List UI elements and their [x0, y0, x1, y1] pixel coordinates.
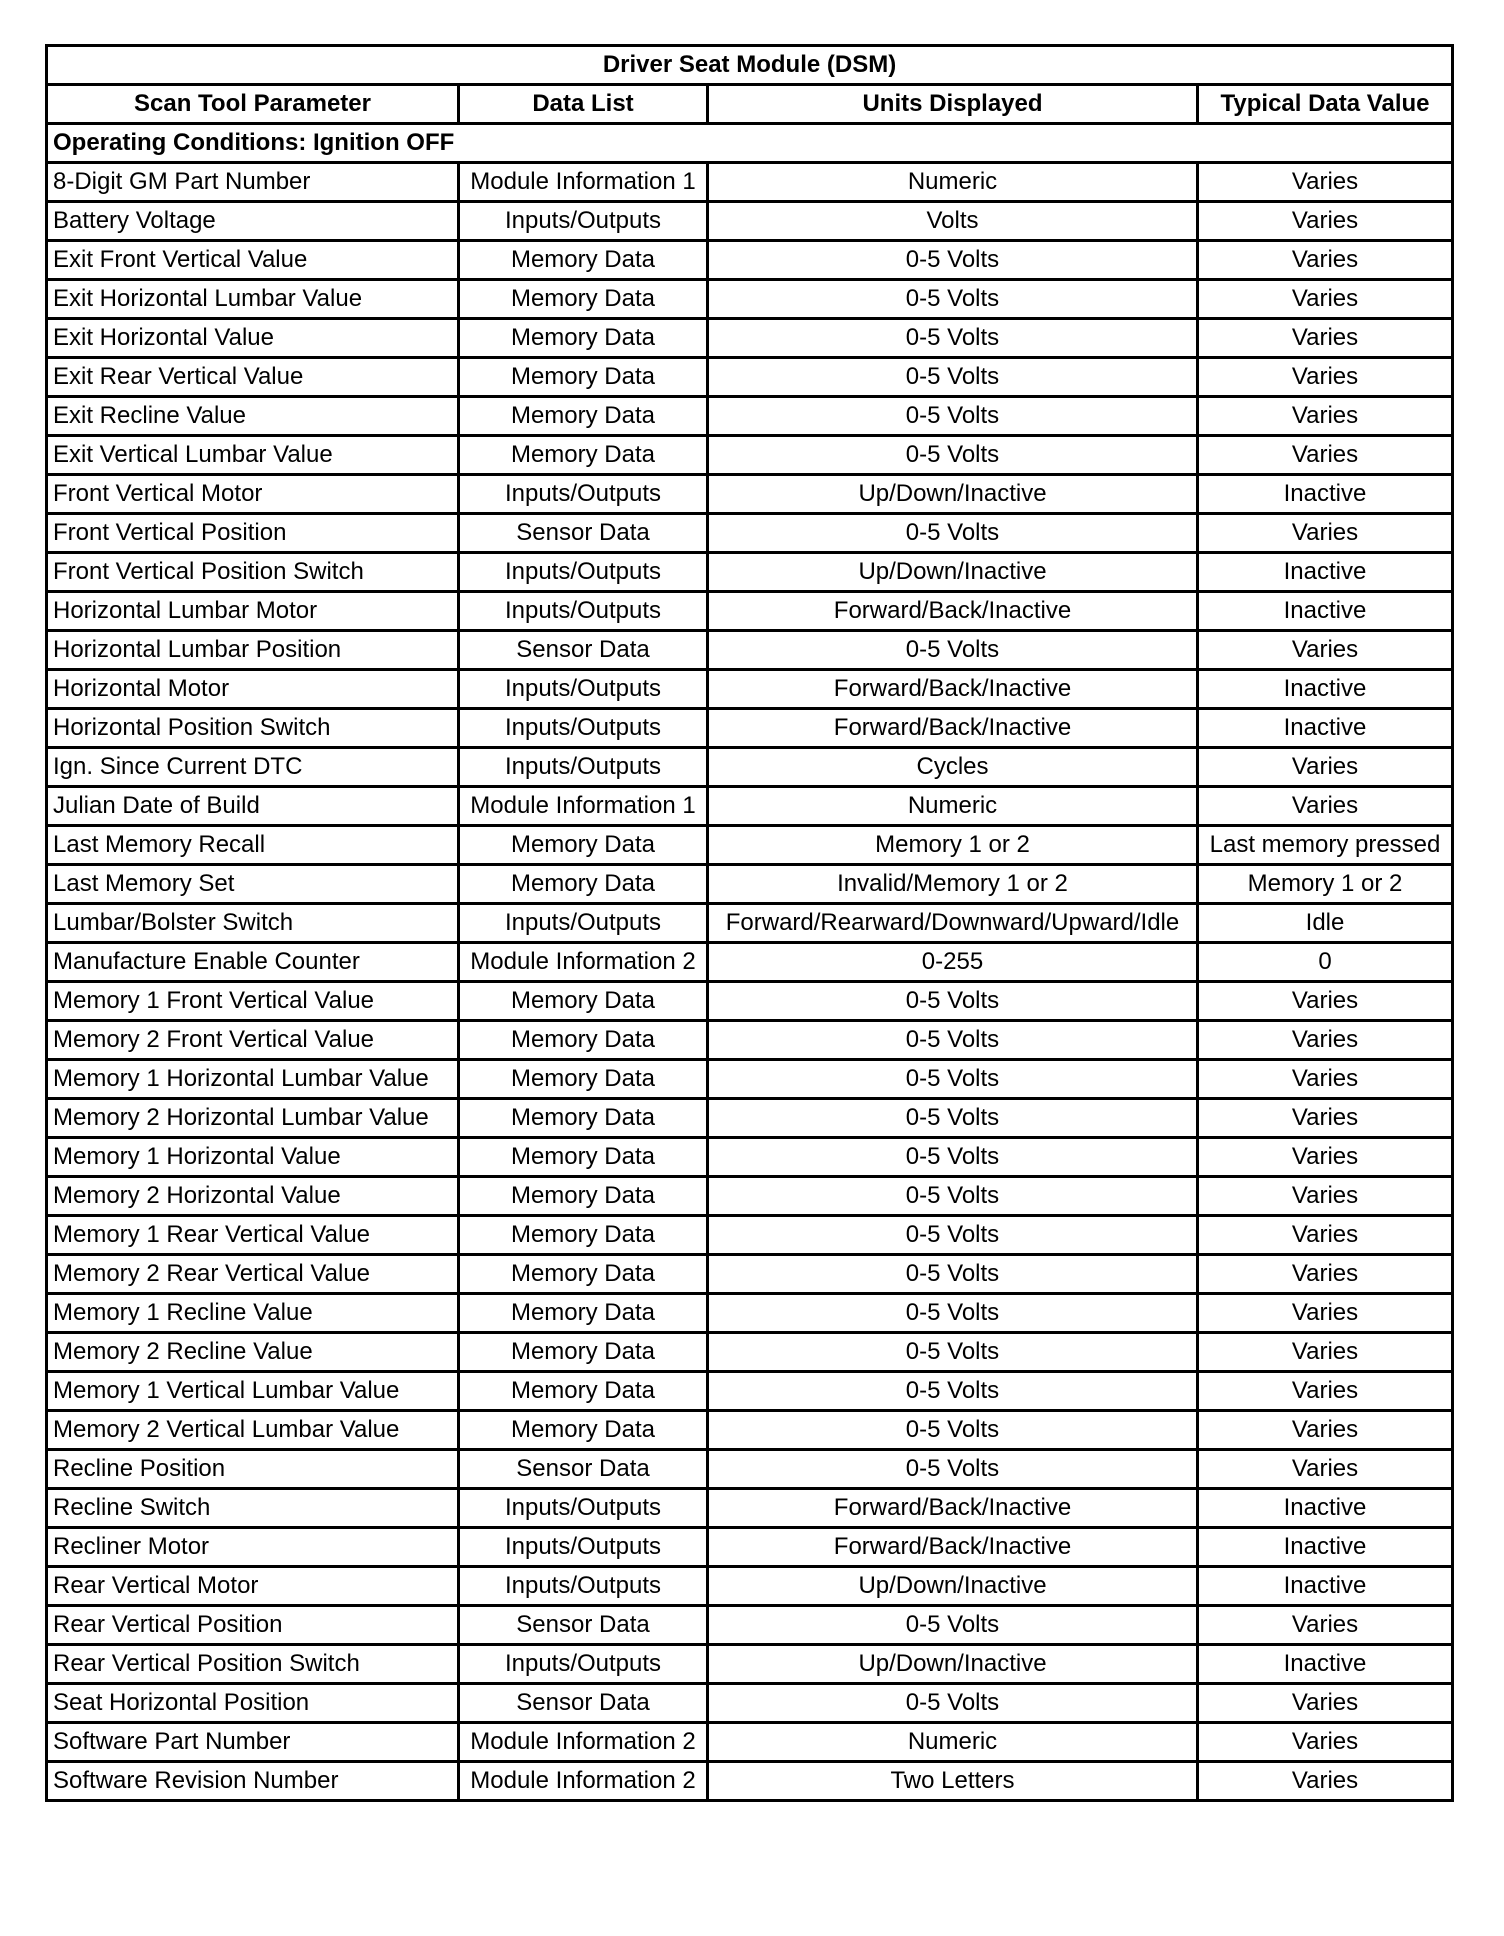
table-row	[47, 904, 1453, 943]
cell-units-displayed: 0-5 Volts	[708, 1060, 1198, 1099]
cell-typical-data-value: Last memory pressed	[1198, 826, 1453, 865]
cell-typical-data-value: Inactive	[1198, 1645, 1453, 1684]
table-row	[47, 631, 1453, 670]
cell-typical-data-value: Varies	[1198, 1372, 1453, 1411]
cell-scan-tool-parameter: Exit Vertical Lumbar Value	[47, 436, 459, 475]
cell-units-displayed: 0-5 Volts	[708, 982, 1198, 1021]
cell-scan-tool-parameter: Front Vertical Position	[47, 514, 459, 553]
cell-units-displayed: Numeric	[708, 1723, 1198, 1762]
table-row	[47, 787, 1453, 826]
header-units-displayed: Units Displayed	[708, 85, 1198, 124]
cell-units-displayed: Forward/Back/Inactive	[708, 709, 1198, 748]
cell-scan-tool-parameter: Last Memory Recall	[47, 826, 459, 865]
cell-units-displayed: Volts	[708, 202, 1198, 241]
cell-typical-data-value: Varies	[1198, 1060, 1453, 1099]
cell-units-displayed: 0-5 Volts	[708, 514, 1198, 553]
cell-data-list: Inputs/Outputs	[459, 475, 708, 514]
cell-data-list: Inputs/Outputs	[459, 1645, 708, 1684]
cell-scan-tool-parameter: Rear Vertical Motor	[47, 1567, 459, 1606]
cell-scan-tool-parameter: Exit Recline Value	[47, 397, 459, 436]
cell-data-list: Memory Data	[459, 280, 708, 319]
cell-data-list: Inputs/Outputs	[459, 670, 708, 709]
cell-scan-tool-parameter: Manufacture Enable Counter	[47, 943, 459, 982]
table-header-row	[47, 85, 1453, 124]
cell-typical-data-value: Varies	[1198, 1216, 1453, 1255]
cell-typical-data-value: Inactive	[1198, 475, 1453, 514]
cell-units-displayed: Numeric	[708, 163, 1198, 202]
table-title-row	[47, 46, 1453, 85]
table-row	[47, 1060, 1453, 1099]
cell-scan-tool-parameter: Memory 1 Recline Value	[47, 1294, 459, 1333]
cell-units-displayed: 0-5 Volts	[708, 1684, 1198, 1723]
table-row	[47, 514, 1453, 553]
cell-data-list: Module Information 1	[459, 163, 708, 202]
cell-typical-data-value: Inactive	[1198, 709, 1453, 748]
cell-scan-tool-parameter: Memory 1 Vertical Lumbar Value	[47, 1372, 459, 1411]
cell-typical-data-value: Varies	[1198, 1606, 1453, 1645]
cell-data-list: Sensor Data	[459, 1606, 708, 1645]
cell-data-list: Inputs/Outputs	[459, 1489, 708, 1528]
cell-units-displayed: 0-5 Volts	[708, 1372, 1198, 1411]
cell-units-displayed: 0-5 Volts	[708, 1294, 1198, 1333]
cell-units-displayed: 0-5 Volts	[708, 1411, 1198, 1450]
cell-typical-data-value: Inactive	[1198, 553, 1453, 592]
cell-scan-tool-parameter: Memory 2 Vertical Lumbar Value	[47, 1411, 459, 1450]
table-row	[47, 358, 1453, 397]
table-row	[47, 1723, 1453, 1762]
cell-typical-data-value: Inactive	[1198, 1567, 1453, 1606]
cell-data-list: Memory Data	[459, 1060, 708, 1099]
cell-scan-tool-parameter: Exit Front Vertical Value	[47, 241, 459, 280]
cell-scan-tool-parameter: Exit Horizontal Lumbar Value	[47, 280, 459, 319]
table-body	[47, 124, 1453, 1801]
cell-data-list: Inputs/Outputs	[459, 748, 708, 787]
document-page	[45, 44, 1451, 1802]
table-row	[47, 1528, 1453, 1567]
table-row	[47, 982, 1453, 1021]
cell-scan-tool-parameter: Last Memory Set	[47, 865, 459, 904]
cell-data-list: Module Information 2	[459, 1723, 708, 1762]
cell-data-list: Memory Data	[459, 1255, 708, 1294]
cell-data-list: Memory Data	[459, 1177, 708, 1216]
cell-typical-data-value: Varies	[1198, 1255, 1453, 1294]
cell-typical-data-value: Varies	[1198, 1177, 1453, 1216]
cell-data-list: Sensor Data	[459, 1684, 708, 1723]
table-row	[47, 1333, 1453, 1372]
cell-scan-tool-parameter: Seat Horizontal Position	[47, 1684, 459, 1723]
cell-data-list: Memory Data	[459, 319, 708, 358]
cell-data-list: Memory Data	[459, 1138, 708, 1177]
cell-units-displayed: 0-5 Volts	[708, 631, 1198, 670]
cell-scan-tool-parameter: 8-Digit GM Part Number	[47, 163, 459, 202]
table-row	[47, 748, 1453, 787]
table-row	[47, 319, 1453, 358]
cell-typical-data-value: Memory 1 or 2	[1198, 865, 1453, 904]
cell-scan-tool-parameter: Memory 2 Horizontal Lumbar Value	[47, 1099, 459, 1138]
cell-typical-data-value: Varies	[1198, 514, 1453, 553]
table-row	[47, 1450, 1453, 1489]
cell-scan-tool-parameter: Front Vertical Position Switch	[47, 553, 459, 592]
table-row	[47, 826, 1453, 865]
cell-scan-tool-parameter: Memory 2 Front Vertical Value	[47, 1021, 459, 1060]
cell-typical-data-value: Varies	[1198, 1450, 1453, 1489]
cell-units-displayed: 0-255	[708, 943, 1198, 982]
cell-scan-tool-parameter: Lumbar/Bolster Switch	[47, 904, 459, 943]
cell-data-list: Memory Data	[459, 1216, 708, 1255]
cell-scan-tool-parameter: Rear Vertical Position Switch	[47, 1645, 459, 1684]
table-row	[47, 280, 1453, 319]
cell-units-displayed: Up/Down/Inactive	[708, 475, 1198, 514]
cell-scan-tool-parameter: Recliner Motor	[47, 1528, 459, 1567]
cell-scan-tool-parameter: Software Part Number	[47, 1723, 459, 1762]
cell-typical-data-value: Varies	[1198, 280, 1453, 319]
cell-units-displayed: 0-5 Volts	[708, 358, 1198, 397]
cell-scan-tool-parameter: Horizontal Lumbar Motor	[47, 592, 459, 631]
cell-units-displayed: 0-5 Volts	[708, 1021, 1198, 1060]
cell-typical-data-value: Varies	[1198, 1762, 1453, 1801]
cell-scan-tool-parameter: Horizontal Motor	[47, 670, 459, 709]
cell-scan-tool-parameter: Horizontal Position Switch	[47, 709, 459, 748]
cell-data-list: Module Information 2	[459, 943, 708, 982]
table-row	[47, 475, 1453, 514]
cell-units-displayed: 0-5 Volts	[708, 319, 1198, 358]
table-row	[47, 1255, 1453, 1294]
cell-data-list: Module Information 1	[459, 787, 708, 826]
cell-typical-data-value: Varies	[1198, 241, 1453, 280]
cell-scan-tool-parameter: Exit Rear Vertical Value	[47, 358, 459, 397]
cell-units-displayed: Invalid/Memory 1 or 2	[708, 865, 1198, 904]
cell-typical-data-value: Varies	[1198, 1138, 1453, 1177]
cell-units-displayed: Up/Down/Inactive	[708, 1645, 1198, 1684]
table-row	[47, 1099, 1453, 1138]
cell-scan-tool-parameter: Exit Horizontal Value	[47, 319, 459, 358]
cell-data-list: Module Information 2	[459, 1762, 708, 1801]
cell-units-displayed: Forward/Back/Inactive	[708, 1489, 1198, 1528]
cell-units-displayed: 0-5 Volts	[708, 1255, 1198, 1294]
cell-scan-tool-parameter: Memory 1 Front Vertical Value	[47, 982, 459, 1021]
cell-data-list: Inputs/Outputs	[459, 592, 708, 631]
cell-typical-data-value: Varies	[1198, 1684, 1453, 1723]
table-row	[47, 202, 1453, 241]
cell-units-displayed: 0-5 Volts	[708, 241, 1198, 280]
table-row	[47, 1411, 1453, 1450]
cell-scan-tool-parameter: Recline Switch	[47, 1489, 459, 1528]
table-row	[47, 1372, 1453, 1411]
table-row	[47, 1021, 1453, 1060]
cell-typical-data-value: Varies	[1198, 163, 1453, 202]
table-row	[47, 1216, 1453, 1255]
cell-data-list: Memory Data	[459, 1411, 708, 1450]
cell-data-list: Inputs/Outputs	[459, 1567, 708, 1606]
cell-scan-tool-parameter: Rear Vertical Position	[47, 1606, 459, 1645]
cell-typical-data-value: Varies	[1198, 358, 1453, 397]
cell-typical-data-value: Idle	[1198, 904, 1453, 943]
table-row	[47, 1294, 1453, 1333]
cell-data-list: Memory Data	[459, 1021, 708, 1060]
cell-typical-data-value: Varies	[1198, 436, 1453, 475]
cell-typical-data-value: Varies	[1198, 1021, 1453, 1060]
cell-scan-tool-parameter: Memory 1 Rear Vertical Value	[47, 1216, 459, 1255]
cell-units-displayed: Up/Down/Inactive	[708, 553, 1198, 592]
table-row	[47, 1567, 1453, 1606]
table-row	[47, 1762, 1453, 1801]
cell-typical-data-value: Varies	[1198, 787, 1453, 826]
cell-units-displayed: 0-5 Volts	[708, 1099, 1198, 1138]
cell-data-list: Sensor Data	[459, 514, 708, 553]
cell-data-list: Inputs/Outputs	[459, 1528, 708, 1567]
cell-data-list: Memory Data	[459, 358, 708, 397]
cell-units-displayed: Up/Down/Inactive	[708, 1567, 1198, 1606]
cell-typical-data-value: Varies	[1198, 982, 1453, 1021]
cell-scan-tool-parameter: Horizontal Lumbar Position	[47, 631, 459, 670]
cell-typical-data-value: 0	[1198, 943, 1453, 982]
cell-scan-tool-parameter: Memory 2 Horizontal Value	[47, 1177, 459, 1216]
cell-typical-data-value: Varies	[1198, 319, 1453, 358]
cell-units-displayed: 0-5 Volts	[708, 1450, 1198, 1489]
dsm-data-table	[45, 44, 1454, 1802]
cell-typical-data-value: Inactive	[1198, 670, 1453, 709]
table-row	[47, 1177, 1453, 1216]
cell-units-displayed: Forward/Back/Inactive	[708, 592, 1198, 631]
cell-typical-data-value: Varies	[1198, 1723, 1453, 1762]
cell-data-list: Memory Data	[459, 982, 708, 1021]
cell-data-list: Memory Data	[459, 865, 708, 904]
cell-units-displayed: 0-5 Volts	[708, 1333, 1198, 1372]
table-row	[47, 397, 1453, 436]
table-row	[47, 1645, 1453, 1684]
cell-scan-tool-parameter: Ign. Since Current DTC	[47, 748, 459, 787]
section-label: Operating Conditions: Ignition OFF	[47, 124, 1453, 163]
cell-scan-tool-parameter: Front Vertical Motor	[47, 475, 459, 514]
table-row	[47, 553, 1453, 592]
cell-typical-data-value: Varies	[1198, 1294, 1453, 1333]
table-row	[47, 1684, 1453, 1723]
cell-data-list: Memory Data	[459, 1294, 708, 1333]
cell-data-list: Inputs/Outputs	[459, 553, 708, 592]
table-row	[47, 709, 1453, 748]
section-row	[47, 124, 1453, 163]
table-row	[47, 865, 1453, 904]
cell-data-list: Memory Data	[459, 826, 708, 865]
header-data-list: Data List	[459, 85, 708, 124]
cell-scan-tool-parameter: Recline Position	[47, 1450, 459, 1489]
cell-scan-tool-parameter: Software Revision Number	[47, 1762, 459, 1801]
cell-typical-data-value: Varies	[1198, 1333, 1453, 1372]
cell-data-list: Inputs/Outputs	[459, 709, 708, 748]
cell-typical-data-value: Varies	[1198, 202, 1453, 241]
table-row	[47, 436, 1453, 475]
cell-scan-tool-parameter: Memory 1 Horizontal Lumbar Value	[47, 1060, 459, 1099]
cell-units-displayed: Forward/Back/Inactive	[708, 1528, 1198, 1567]
cell-data-list: Memory Data	[459, 241, 708, 280]
cell-scan-tool-parameter: Memory 1 Horizontal Value	[47, 1138, 459, 1177]
cell-units-displayed: 0-5 Volts	[708, 1177, 1198, 1216]
cell-data-list: Sensor Data	[459, 631, 708, 670]
cell-scan-tool-parameter: Memory 2 Rear Vertical Value	[47, 1255, 459, 1294]
table-row	[47, 1138, 1453, 1177]
cell-data-list: Memory Data	[459, 436, 708, 475]
table-row	[47, 1606, 1453, 1645]
header-typical-data-value: Typical Data Value	[1198, 85, 1453, 124]
cell-typical-data-value: Varies	[1198, 1099, 1453, 1138]
table-row	[47, 670, 1453, 709]
cell-typical-data-value: Varies	[1198, 748, 1453, 787]
cell-units-displayed: Numeric	[708, 787, 1198, 826]
cell-scan-tool-parameter: Battery Voltage	[47, 202, 459, 241]
table-row	[47, 163, 1453, 202]
cell-units-displayed: 0-5 Volts	[708, 436, 1198, 475]
cell-data-list: Memory Data	[459, 1333, 708, 1372]
cell-units-displayed: 0-5 Volts	[708, 280, 1198, 319]
cell-units-displayed: 0-5 Volts	[708, 1216, 1198, 1255]
table-row	[47, 592, 1453, 631]
cell-units-displayed: Forward/Back/Inactive	[708, 670, 1198, 709]
cell-units-displayed: Memory 1 or 2	[708, 826, 1198, 865]
cell-scan-tool-parameter: Memory 2 Recline Value	[47, 1333, 459, 1372]
cell-data-list: Inputs/Outputs	[459, 904, 708, 943]
cell-units-displayed: 0-5 Volts	[708, 397, 1198, 436]
cell-scan-tool-parameter: Julian Date of Build	[47, 787, 459, 826]
cell-typical-data-value: Inactive	[1198, 1489, 1453, 1528]
cell-units-displayed: Forward/Rearward/Downward/Upward/Idle	[708, 904, 1198, 943]
header-scan-tool-parameter: Scan Tool Parameter	[47, 85, 459, 124]
cell-data-list: Memory Data	[459, 1099, 708, 1138]
table-title: Driver Seat Module (DSM)	[47, 46, 1453, 85]
cell-data-list: Inputs/Outputs	[459, 202, 708, 241]
table-row	[47, 1489, 1453, 1528]
cell-typical-data-value: Varies	[1198, 397, 1453, 436]
cell-units-displayed: Cycles	[708, 748, 1198, 787]
cell-data-list: Memory Data	[459, 397, 708, 436]
table-row	[47, 943, 1453, 982]
cell-units-displayed: 0-5 Volts	[708, 1138, 1198, 1177]
cell-typical-data-value: Inactive	[1198, 592, 1453, 631]
cell-typical-data-value: Inactive	[1198, 1528, 1453, 1567]
cell-units-displayed: 0-5 Volts	[708, 1606, 1198, 1645]
cell-data-list: Memory Data	[459, 1372, 708, 1411]
table-row	[47, 241, 1453, 280]
cell-data-list: Sensor Data	[459, 1450, 708, 1489]
cell-units-displayed: Two Letters	[708, 1762, 1198, 1801]
cell-typical-data-value: Varies	[1198, 1411, 1453, 1450]
cell-typical-data-value: Varies	[1198, 631, 1453, 670]
